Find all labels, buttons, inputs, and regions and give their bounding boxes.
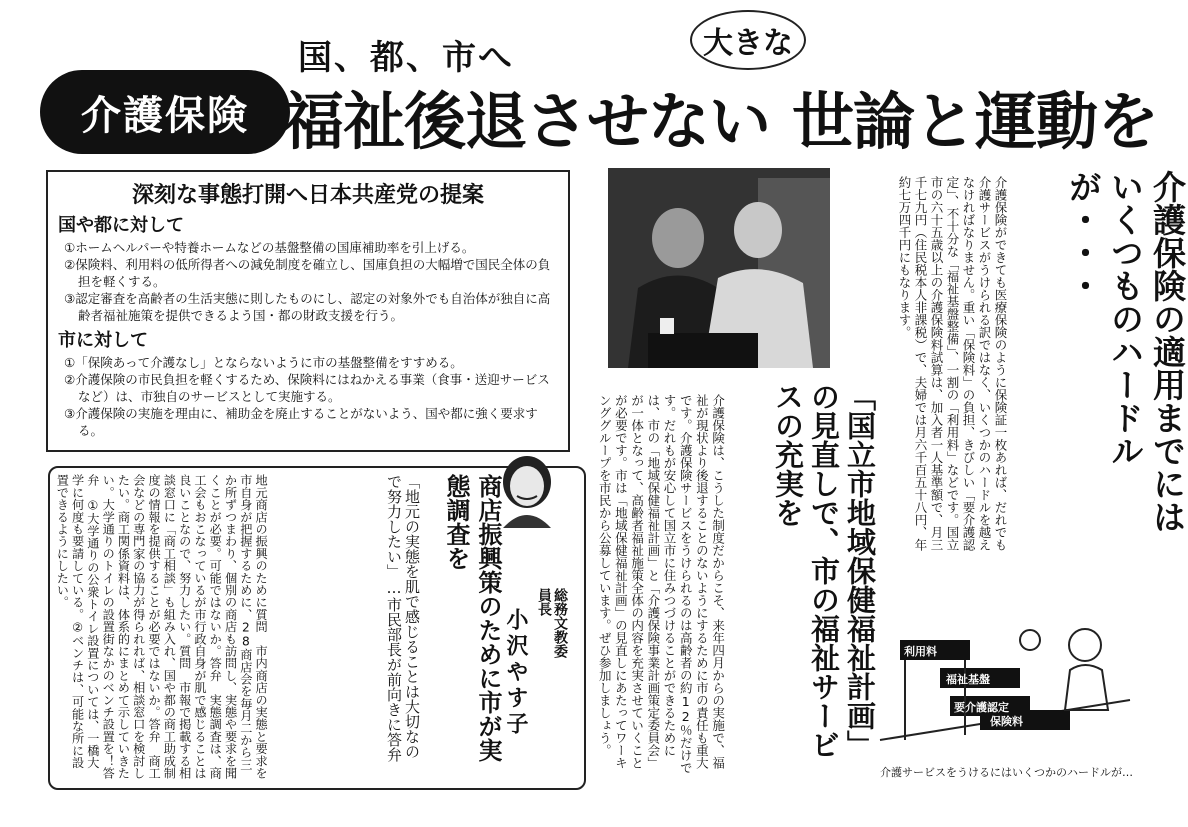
proposal-title: 深刻な事態打開へ日本共産党の提案 [131,183,484,208]
sign-label: 保険料 [990,715,1023,728]
proposal-section-heading: 市に対して [58,330,148,351]
shop-person-name: 小沢やす子 [503,608,528,738]
sign-label: 要介護認定 [954,701,1009,714]
portrait-image [495,452,559,528]
proposal-item: ①ホームヘルパーや特養ホームなどの基盤整備の国庫補助率を引上げる。 [64,240,475,255]
proposal-section-heading: 国や都に対して [58,215,184,236]
proposal-item: ②保険料、利用料の低所得者への減免制度を確立し、国庫負担の大幅増で国民全体の負担を軽くする。 [64,257,551,289]
proposal-box [46,170,570,452]
shop-role: 総務文教委員長 [536,588,568,658]
speech-bubble: 大きな [690,10,806,70]
plan-body: 介護保険は、こうした制度だからこそ、来年四月からの実施で、福祉が現状より後退することのないようにするために市の責任も重大です。介護保険サービスをうけられるのは高齢者の約12％だけです。だれもが安心して国立市に住みつづけることができるためには、市の「地域保健福祉計画」と「介護保険事業計画策定委員会」が一体となって、高齢者福祉施策全体の内容を充実させていくことが必要です。市は「地域保健福祉計画」の見直しにあたってワーキンググループを市民から公募しています。ぜひ参加しましょう。 [597,394,726,774]
proposal-item: ①「保険あって介護なし」とならないように市の基盤整備をすすめる。 [64,355,463,370]
header-badge: 介護保険 [40,70,290,154]
hurdle-illustration [880,600,1130,750]
shop-title: 商店振興策のために市が実態調査を [442,474,502,762]
illustration-caption: 介護サービスをうけるにはいくつかのハードルが… [880,766,1133,779]
headline-part-a: 福祉後退させない [282,85,771,158]
plan-title: 「国立市地域保健福祉計画」の見直しで、市の福祉サービスの充実を [771,382,877,759]
shop-quote: 「地元の実態を肌で感じることは大切なので努力したい」…市民部長が前向きに答弁 [385,474,421,762]
hurdle-title: 介護保険の適用までにはいくつものハードルが・・・ [1064,170,1187,533]
hurdle-body: 介護保険ができても医療保険のように保険証一枚あれば、だれでも介護サービスがうけられる訳ではなく、いくつかのハードルを越えなければなりません。重い「保険料」の負担、きびしい「要介護認定」、不十分な「福祉基盤整備」、一割の「利用料」などです。国立市の六十五歳以上の介護保険料試算は、加入者一人基準額で、月三千七九円（住民税本人非課税）で、夫婦では月六千百五十八円、年約七万四千円にもなります。 [897,176,1008,551]
sign-label: 福祉基盤 [946,673,990,686]
proposal-item: ③認定審査を高齢者の生活実態に則したものにし、認定の対象外でも自治体が独自に高齢者福祉施策を提供できるよう国・都の財政支援を行う。 [64,291,551,323]
header-subtitle: 国、都、市へ [298,38,514,78]
proposal-item: ③介護保険の実施を理由に、補助金を廃止することがないよう、国や都に強く要求する。 [64,406,538,438]
shop-body: 地元商店の振興のために質問 市内商店の実態と要求を市自身が把握するために、28商店会を毎月二から三か所ずつまわり、個別の商店も訪問し、実態や要求を聞くことが必要。可能ではないか。答弁 実態調査は、商工会もおこなっているが市行政自身が肌で感じることは良いことなので、努力したい。質問 市報で掲載する相談窓口に「商工相談」も組み入れ、国や都の商工助成制度の情報を提供することが必要ではないか。答弁 商工会などの専門家の協力が得られれば、相談窓口を検討したい。商工関係資料は、体系的にまとめて示していきたい。大学通りのトイレの設置街なかのベンチ設置を！答弁 ①大学通りの公衆トイレ設置については、一橋大学に何度も要請している。②ベンチは、可能な所に設置できるようにしたい。 [55,474,269,779]
sign-label: 利用料 [904,645,937,658]
care-photo [608,168,830,368]
proposal-item: ②介護保険の市民負担を軽くするため、保険料にはねかえる事業（食事・送迎サービスなど）は、市独自のサービスとして実施する。 [64,372,550,404]
headline-part-b: 世論と運動を [792,85,1159,158]
